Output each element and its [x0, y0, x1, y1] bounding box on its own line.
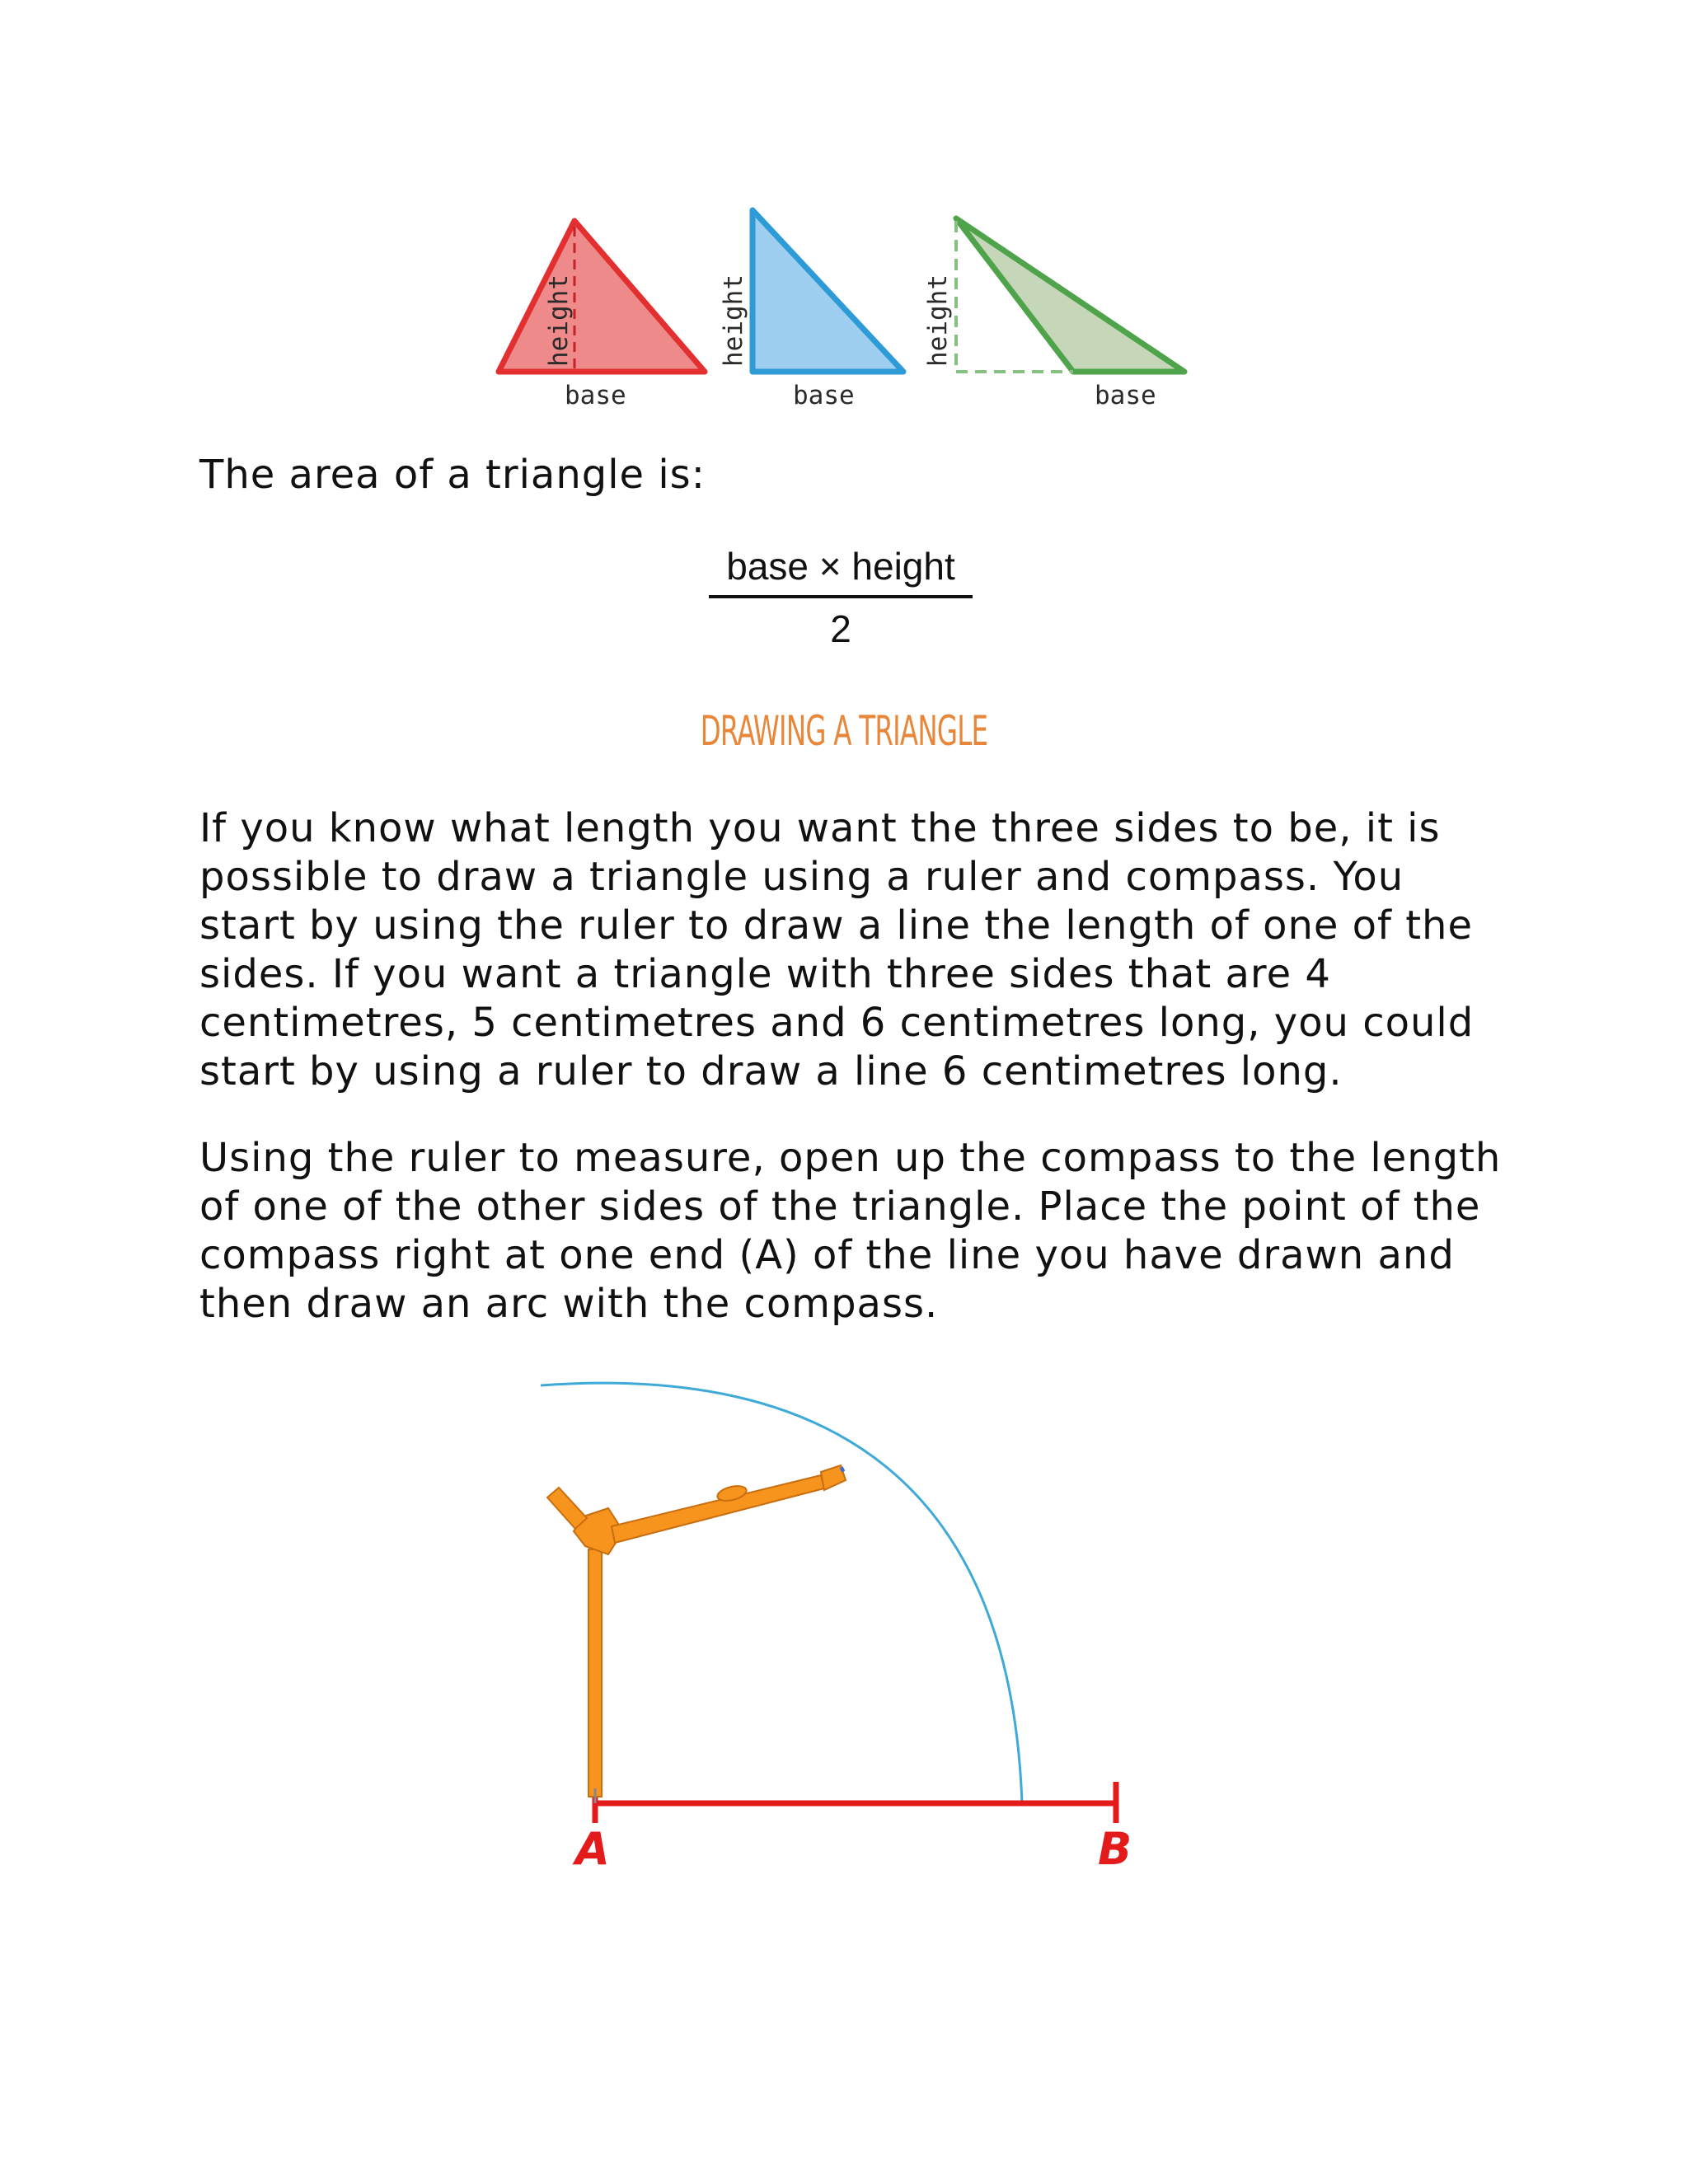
height-label: height: [923, 274, 953, 367]
point-b-label: B: [1098, 1823, 1132, 1875]
paragraph-2: Using the ruler to measure, open up the compass to the length of one of the other sides of the triangle. Place the point of the compass right at one end (A) of the line you have drawn and then draw an arc with the compass.: [199, 1135, 1502, 1327]
base-label: base: [1095, 381, 1156, 410]
base-label: base: [793, 381, 855, 410]
point-a-label: A: [575, 1823, 610, 1875]
section-heading: DRAWING A TRIANGLE: [700, 707, 988, 755]
obtuse-triangle: [923, 218, 1184, 410]
height-label: height: [544, 274, 574, 367]
area-formula: [709, 544, 973, 651]
right-triangle: [719, 210, 903, 410]
line-segment-ab: [595, 1782, 1116, 1823]
formula-numerator: base × height: [709, 544, 973, 598]
compass-icon: [547, 1465, 846, 1803]
triangle-types-diagram: [0, 0, 1688, 429]
formula-denominator: 2: [830, 607, 851, 650]
acute-triangle: [499, 221, 705, 410]
area-intro-text: The area of a triangle is:: [199, 452, 706, 498]
paragraph-1: If you know what length you want the three sides to be, it is possible to draw a triangle using a ruler and compass. You start by using the ruler to draw a line the length of one of the sides. If you want a triangle with three sides that are 4 centimetres, 5 centimetres and 6 centimetres long, you could start by using a ruler to draw a line 6 centimetres long.: [199, 805, 1475, 1094]
base-label: base: [565, 381, 626, 410]
compass-arc: [541, 1383, 1022, 1803]
height-label: height: [719, 274, 748, 367]
